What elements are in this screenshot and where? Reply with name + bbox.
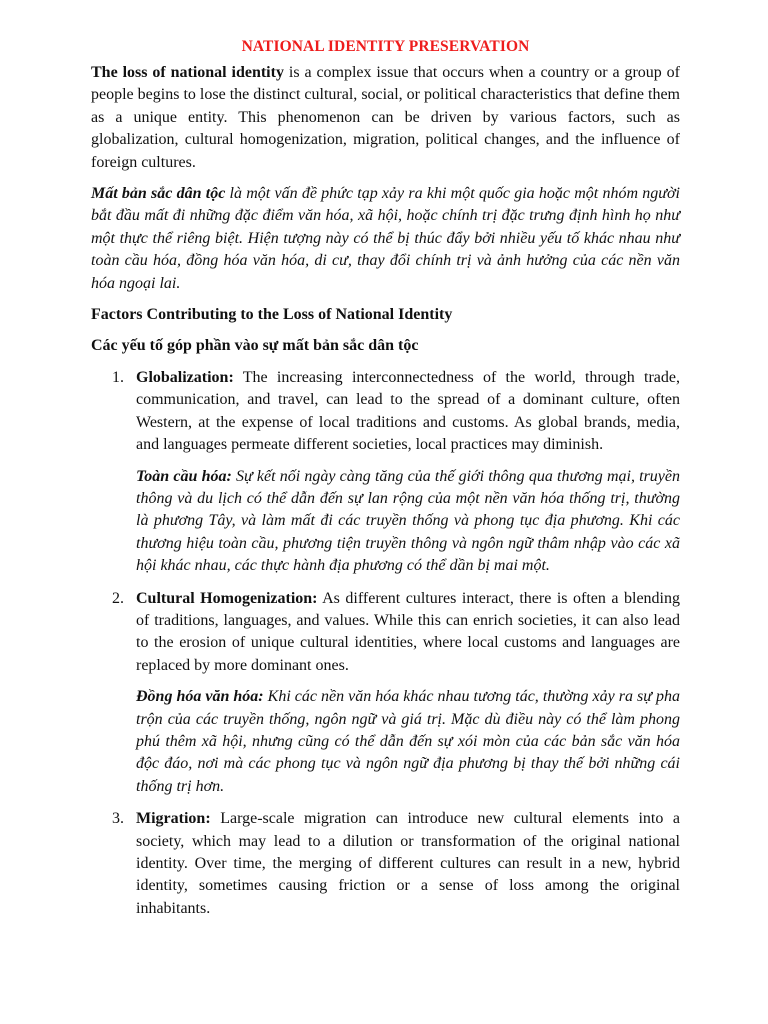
- section-heading-en: Factors Contributing to the Loss of National Identity: [91, 306, 453, 324]
- list-item-en-text: Large-scale migration can introduce new cultural elements into a society, which may lead to a dilution or transformation of the original national identity. Over time, the merging of different cultures can result in a new, hybrid identity, sometimes causing friction or a sense of loss among the original inhabitants.: [136, 810, 680, 917]
- list-item-en-text: As different cultures interact, there is often a blending of traditions, languages, and values. While this can enrich societies, it can also lead to the erosion of unique cultural identities, where local customs and languages are replaced by more dominant ones.: [136, 589, 680, 674]
- list-item-vi: [136, 686, 680, 798]
- list-item-vi-bold: Đồng hóa văn hóa:: [136, 688, 264, 706]
- section-heading-vi: Các yếu tố góp phần vào sự mất bản sắc dân tộc: [91, 337, 419, 355]
- list-item-number: 1.: [112, 368, 124, 386]
- list-item-vi-text: Sự kết nối ngày càng tăng của thế giới thông qua thương mại, truyền thông và du lịch có thể dẫn đến sự lan rộng của một nền văn hóa thống trị, thường là phương Tây, và làm mất đi các truyền thống và phong tục địa phương. Khi các thương hiệu toàn cầu, phương tiện truyền thông và ngôn ngữ thâm nhập vào các xã hội khác nhau, các thực hành địa phương có thể dần bị mai một.: [136, 467, 681, 575]
- document-title: NATIONAL IDENTITY PRESERVATION: [241, 38, 530, 55]
- list-item: [91, 588, 680, 799]
- intro-paragraph-en: [91, 62, 680, 174]
- list-item-number: 3.: [112, 810, 124, 828]
- list-item: [91, 367, 680, 578]
- list-item-en-bold: Migration:: [136, 810, 211, 828]
- list-item-en-bold: Globalization:: [136, 368, 234, 386]
- factors-list: [91, 367, 680, 920]
- intro-vi-text: là một vấn đề phức tạp xảy ra khi một quốc gia hoặc một nhóm người bắt đầu mất đi những đặc điểm văn hóa, xã hội, hoặc chính trị đặc trưng định hình họ như một thực thể riêng biệt. Hiện tượng này có thể bị thúc đẩy bởi nhiều yếu tố khác nhau như toàn cầu hóa, đồng hóa văn hóa, di cư, thay đổi chính trị và ảnh hưởng của các nền văn hóa ngoại lai.: [91, 185, 680, 292]
- list-item-en: [136, 588, 680, 678]
- list-item-en: [136, 808, 680, 920]
- list-item-number: 2.: [112, 589, 124, 607]
- list-item-vi: [136, 466, 680, 578]
- list-item-en-text: The increasing interconnectedness of the world, through trade, communication, and travel, can lead to the spread of a dominant culture, often Western, at the expense of local traditions and customs. As global brands, media, and languages permeate different societies, local practices may diminish.: [136, 368, 680, 454]
- intro-paragraph-vi: [91, 183, 680, 295]
- intro-en-text: is a complex issue that occurs when a country or a group of people begins to lose the distinct cultural, social, or political characteristics that define them as a unique entity. This phenomenon can be driven by various factors, such as globalization, cultural homogenization, migration, political changes, and the influence of foreign cultures.: [91, 64, 681, 171]
- intro-en-bold: The loss of national identity: [91, 64, 284, 81]
- list-item-en-bold: Cultural Homogenization:: [136, 589, 318, 607]
- intro-vi-bold: Mất bản sắc dân tộc: [91, 185, 226, 203]
- list-item: [91, 808, 680, 920]
- list-item-en: [136, 367, 680, 457]
- list-item-vi-bold: Toàn cầu hóa:: [136, 467, 232, 485]
- list-item-vi-text: Khi các nền văn hóa khác nhau tương tác, thường xảy ra sự pha trộn của các truyền thống, ngôn ngữ và giá trị. Mặc dù điều này có thể làm phong phú thêm xã hội, nhưng cũng có thể dẫn đến sự xói mòn của các bản sắc văn hóa độc đáo, nơi mà các phong tục và ngôn ngữ địa phương bị thay thế bởi những cái thống trị hơn.: [136, 688, 681, 795]
